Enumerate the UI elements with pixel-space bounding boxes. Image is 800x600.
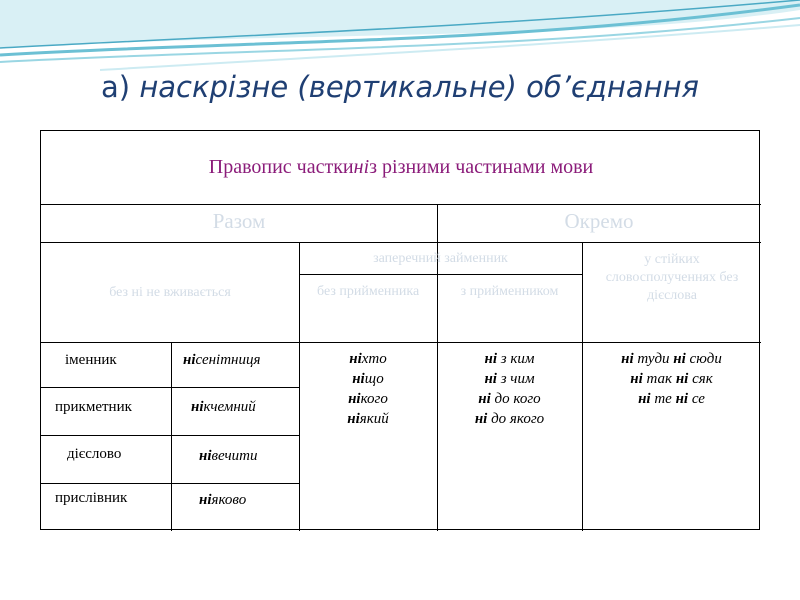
list-item: ні так ні сяк bbox=[630, 371, 713, 387]
spelling-table bbox=[40, 130, 760, 530]
list-item: ні з ким bbox=[484, 351, 535, 367]
list-item: ні до якого bbox=[474, 411, 545, 427]
pos-adverb: прислівник bbox=[55, 490, 128, 506]
list-item: ніякий bbox=[347, 411, 389, 427]
pos-adjective: прикметник bbox=[55, 399, 132, 415]
neg-pronoun-label: заперечний займенник bbox=[373, 251, 508, 266]
list-item: нікого bbox=[348, 391, 388, 407]
pos-verb: дієслово bbox=[67, 446, 122, 462]
word-adjective: нікчемний bbox=[191, 399, 256, 415]
list-item: ні до кого bbox=[478, 391, 541, 407]
list-item: ніхто bbox=[349, 351, 387, 367]
title-main: наскрізне (вертикальне) об’єднання bbox=[139, 70, 699, 104]
col-together: Разом bbox=[212, 209, 266, 233]
without-prep-label: без прийменника bbox=[317, 284, 420, 299]
word-adverb: ніяково bbox=[199, 492, 247, 508]
word-verb: нівечити bbox=[199, 448, 258, 464]
list-item: ні те ні се bbox=[638, 391, 705, 407]
pronouns-with-prep bbox=[437, 349, 582, 429]
list-item: ніщо bbox=[352, 371, 384, 387]
col-separate: Окремо bbox=[564, 209, 634, 233]
not-used-label: без ні не вживається bbox=[109, 285, 231, 300]
stable-phrases bbox=[582, 349, 761, 409]
with-prep-label: з прийменником bbox=[460, 284, 559, 299]
pos-noun: іменник bbox=[65, 352, 117, 368]
stable-phrases-label: у стійких словосполученнях без дієслова bbox=[605, 252, 739, 303]
table-header: Правопис частки ні з різними частинами мови bbox=[208, 156, 594, 178]
title-prefix: а) bbox=[101, 70, 140, 104]
pronouns-no-prep bbox=[299, 349, 437, 429]
list-item: ні з чим bbox=[484, 371, 535, 387]
slide-title bbox=[0, 70, 800, 104]
list-item: ні туди ні сюди bbox=[621, 351, 722, 367]
word-noun: нісенітниця bbox=[183, 352, 261, 368]
